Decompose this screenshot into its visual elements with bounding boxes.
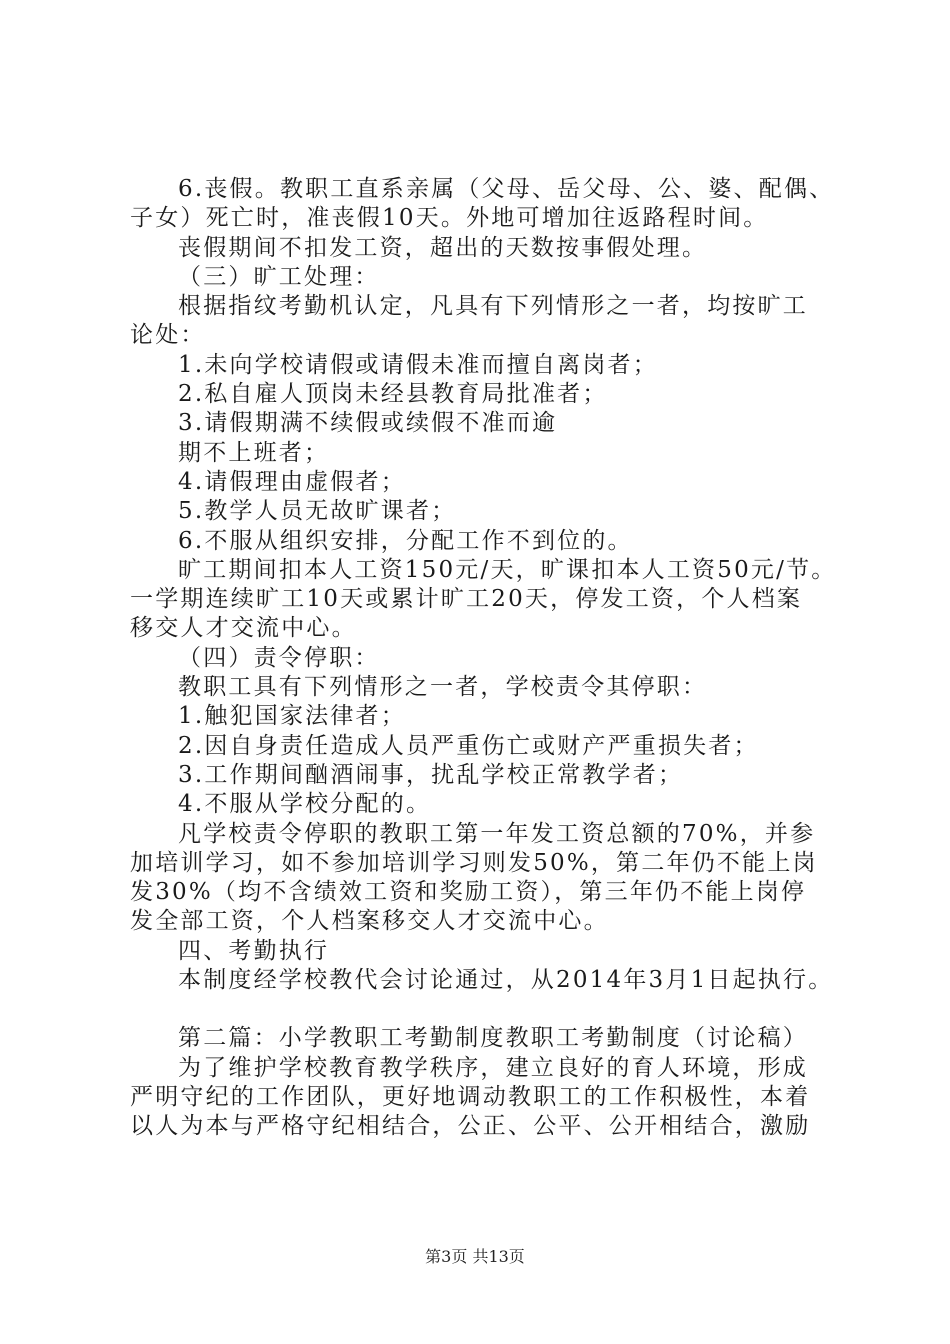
list-item: 6.不服从组织安排，分配工作不到位的。	[178, 527, 633, 554]
paragraph-line: 为了维护学校教育教学秩序，建立良好的育人环境，形成	[178, 1054, 808, 1081]
chapter-title: 第二篇：小学教职工考勤制度教职工考勤制度（讨论稿）	[178, 1025, 808, 1052]
paragraph-line: 子女）死亡时，准丧假10天。外地可增加往返路程时间。	[130, 205, 769, 232]
list-item: 2.因自身责任造成人员严重伤亡或财产严重损失者；	[178, 732, 759, 759]
paragraph-gap	[130, 995, 850, 1024]
section-heading: 四、考勤执行	[178, 937, 330, 964]
document-body	[130, 175, 850, 1142]
list-item: 5.教学人员无故旷课者；	[178, 498, 457, 525]
section-heading: （三）旷工处理：	[178, 263, 380, 290]
list-item: 3.请假期满不续假或续假不准而逾	[178, 410, 558, 437]
list-item: 3.工作期间酗酒闹事，扰乱学校正常教学者；	[178, 761, 684, 788]
list-item: 4.请假理由虚假者；	[178, 468, 406, 495]
paragraph-line: 教职工具有下列情形之一者，学校责令其停职：	[178, 674, 708, 701]
paragraph-line: 本制度经学校教代会讨论通过，从2014年3月1日起执行。	[178, 967, 834, 994]
paragraph-line: 严明守纪的工作团队，更好地调动教职工的工作积极性，本着	[130, 1083, 811, 1110]
paragraph-line: 加培训学习，如不参加培训学习则发50%，第二年仍不能上岗	[130, 849, 818, 876]
list-item: 4.不服从学校分配的。	[178, 791, 432, 818]
page-number-footer: 第3页 共13页	[425, 1247, 525, 1266]
paragraph-line: 一学期连续旷工10天或累计旷工20天，停发工资，个人档案	[130, 586, 803, 613]
paragraph-line: 发全部工资，个人档案移交人才交流中心。	[130, 908, 609, 935]
paragraph-line: 凡学校责令停职的教职工第一年发工资总额的70%，并参	[178, 820, 816, 847]
section-heading: （四）责令停职：	[178, 644, 380, 671]
list-item-continuation: 期不上班者；	[178, 439, 330, 466]
list-item: 1.触犯国家法律者；	[178, 703, 406, 730]
paragraph-line: 发30%（均不含绩效工资和奖励工资），第三年仍不能上岗停	[130, 879, 807, 906]
paragraph-line: 根据指纹考勤机认定，凡具有下列情形之一者，均按旷工	[178, 293, 808, 320]
paragraph-line: 丧假期间不扣发工资，超出的天数按事假处理。	[178, 234, 708, 261]
paragraph-line: 旷工期间扣本人工资150元/天，旷课扣本人工资50元/节。	[178, 556, 837, 583]
paragraph-line: 论处：	[130, 322, 206, 349]
paragraph-line: 6.丧假。教职工直系亲属（父母、岳父母、公、婆、配偶、	[178, 176, 835, 202]
list-item: 1.未向学校请假或请假未准而擅自离岗者；	[178, 351, 658, 378]
paragraph-line: 移交人才交流中心。	[130, 615, 357, 642]
paragraph-line: 以人为本与严格守纪相结合，公正、公平、公开相结合，激励	[130, 1113, 811, 1140]
list-item: 2.私自雇人顶岗未经县教育局批准者；	[178, 381, 608, 408]
